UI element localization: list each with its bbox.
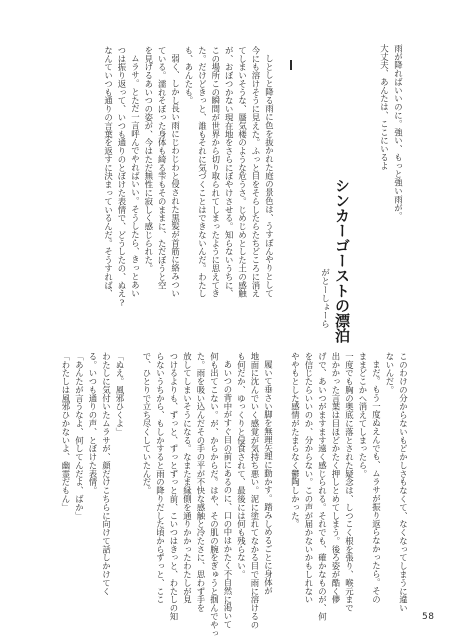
- author-name: がとーしょーら: [319, 268, 330, 329]
- text-column: わたしに気付いたムラサが、顔だけこちらに向けて話しかけてく: [101, 352, 112, 596]
- text-column: る。いつも通りの声、とぼけた表情。: [87, 352, 98, 495]
- text-column: 「あんたが言うなよ、何してんだよ、ばか」: [74, 352, 85, 520]
- text-column: が、おぼつかない現在地をさらにぼやけさせる。知らないうちに、: [224, 46, 235, 298]
- text-column: ややもとした感情がたまらなく鬱陶しかった。: [290, 352, 301, 529]
- text-column: らないうちから、もしかすると雨の降りだした頃からずっと、ここ: [155, 352, 166, 604]
- text-column: あいつの背中がすぐ目の前にあるのに、口の中はかたく不自然に渇いて: [222, 360, 233, 629]
- text-column: 地面に沈んでいく感覚が気持ち悪い。泥に塗れてなかる目で雨に溶けるの: [249, 352, 260, 629]
- text-column: げで、あいつがますます遠く感じられる。それでも、確かなものが、何: [317, 352, 328, 621]
- text-column: 雨が降ればいいのに。強い、もっと強い雨が。: [393, 44, 404, 221]
- text-column: この場所この瞬間が世界から切り取られてしまったように思えてき: [210, 46, 221, 298]
- text-column: まだ。もう一度ぬえんでも、ムラサが振り返らなかったら。その: [371, 360, 382, 604]
- text-column: ままどこかへ消えてしまったら。: [357, 352, 368, 478]
- text-column: 今にも溶けそうに見えた。ふっと目をそらしたらたちどころに消え: [251, 46, 261, 298]
- text-column: 履いて垂さい脚を無理矢理に動かす。踏みしめるごとに身体が: [263, 360, 274, 595]
- text-column: 一度でも胸の奥底に落とされた疑念は、しつこく根を張り、喉元まで: [344, 352, 355, 613]
- text-column: も、あんたも。: [184, 46, 194, 105]
- text-column: で、ひとりで立ち尽くしていたんだ。: [141, 352, 152, 495]
- text-column: 出かかった言葉は目ほどかたく押しとめてしまう。後ろ姿が酷く儚: [330, 352, 341, 604]
- text-column: を信じたらいいのか、分からない。この声が届かないかもしれない: [303, 352, 314, 604]
- text-column: ムラサ。とただ一言呼んでやればいい。そうしたら、きっとあい: [130, 54, 141, 298]
- text-column: 弱く、しかし長い雨にじわじわと侵された黒髪が首筋に絡みつい: [170, 54, 181, 298]
- story-title: シンカーゴーストの漂泊: [333, 178, 351, 343]
- text-column: を見げるあいつの姿が、今はただ無性に寂しく感じられた。: [143, 46, 154, 273]
- page-number: 58: [422, 612, 435, 622]
- text-column: 「ぬえ。風邪ひくよ」: [114, 352, 125, 436]
- text-column: ている。濡れそぼった身体も綺る雫もそのままに、ただぼうと空: [157, 46, 168, 290]
- text-column: 大丈夫、あんたは、ここにいるよ: [379, 44, 390, 170]
- text-column: 何も出てこない。が、からからだ。はや、その肌の腕をぎゅうと掴んでやっ: [209, 352, 220, 638]
- text-column: てしまいそうな、蜃気楼のような危うさ。じめじめとした土の感触: [237, 46, 248, 298]
- text-column: しとしと降る雨に色を抜かれた庭の景色は、うすぼんやりとして: [264, 54, 275, 298]
- text-column: 「わたしは風邪ひかないよ、幽霊だもん」: [60, 352, 71, 512]
- text-column: た。雨を吸い込んだその手の平が不快な感触と冷たさに、思わず手を: [195, 352, 206, 613]
- text-column: つは振り返って、いつも通りのとぼけた表情で、どうしたの、ぬえ?: [117, 46, 127, 308]
- text-column: このわけの分からないもどかしさもなくて、なくなってしまうに違い: [398, 352, 409, 613]
- text-column: ないんだ。: [384, 352, 395, 394]
- section-mark: [290, 60, 292, 70]
- text-column: なんていつも通りの言葉を返すに決まっているんだ。そうすれば、: [103, 46, 114, 298]
- text-column: つけるよりも、ずっと、ずっとずっと前、こいつはきっと、わたしの知: [168, 352, 179, 621]
- text-column: も何だか、ゆっくりと侵食されて、最後には何も残らない。: [236, 352, 247, 579]
- text-column: 放してしまいそうになる。なまたま縁側を通りかかったわたしが見: [182, 352, 193, 604]
- text-column: た。だけどきっと、誰もそれに気づくことはできないんだ。わたし: [197, 46, 208, 298]
